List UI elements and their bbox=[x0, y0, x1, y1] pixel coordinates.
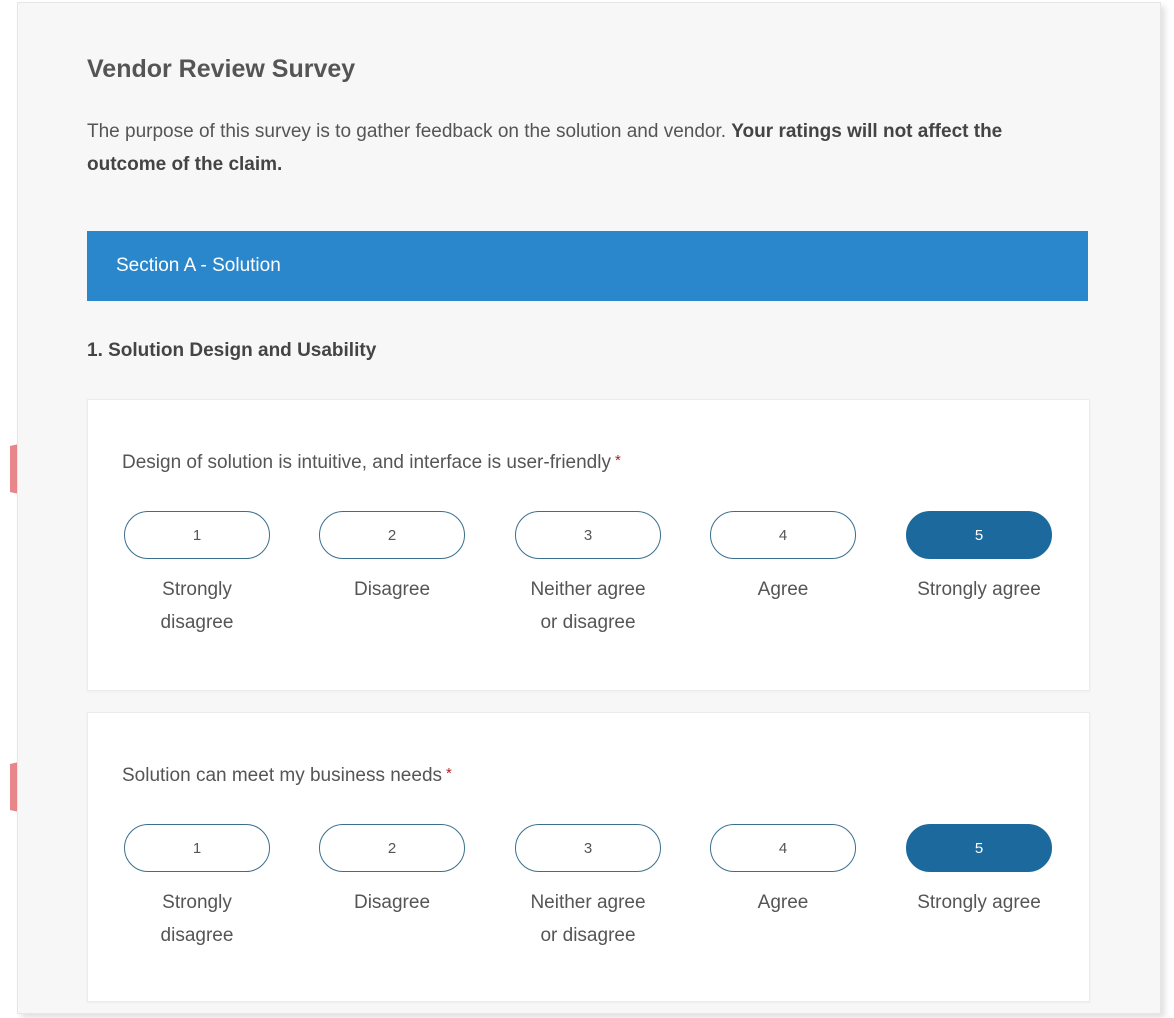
question-label: Design of solution is intuitive, and interface is user-friendly bbox=[122, 452, 611, 473]
rating-label bbox=[513, 573, 663, 639]
rating-label-line: or disagree bbox=[540, 612, 636, 633]
rating-option-5 bbox=[904, 511, 1054, 606]
question-label: Solution can meet my business needs bbox=[122, 765, 443, 786]
rating-label-line: Neither agree bbox=[530, 892, 646, 913]
rating-button-3[interactable]: 3 bbox=[515, 511, 661, 559]
rating-option-5 bbox=[904, 824, 1054, 919]
intro-bold-text: Your ratings will not affect the outcome of the claim. bbox=[87, 121, 1003, 175]
rating-option-1 bbox=[122, 511, 272, 639]
rating-label-line: Strongly agree bbox=[917, 579, 1041, 600]
rating-label bbox=[708, 886, 858, 919]
rating-label-line: Agree bbox=[757, 892, 809, 913]
rating-button-5[interactable]: 5 bbox=[906, 824, 1052, 872]
rating-button-1[interactable]: 1 bbox=[124, 511, 270, 559]
rating-button-2[interactable]: 2 bbox=[319, 824, 465, 872]
rating-option-3 bbox=[513, 824, 663, 952]
rating-label bbox=[513, 886, 663, 952]
rating-label-line: Strongly agree bbox=[917, 892, 1041, 913]
survey-intro bbox=[87, 115, 1067, 181]
rating-option-4 bbox=[708, 511, 858, 606]
rating-button-4[interactable]: 4 bbox=[710, 511, 856, 559]
required-asterisk: * bbox=[446, 765, 452, 782]
rating-label-line: disagree bbox=[160, 612, 234, 633]
rating-label-line: Agree bbox=[757, 579, 809, 600]
rating-label bbox=[122, 886, 272, 952]
rating-option-4 bbox=[708, 824, 858, 919]
section-header bbox=[87, 231, 1088, 301]
rating-button-5[interactable]: 5 bbox=[906, 511, 1052, 559]
rating-option-1 bbox=[122, 824, 272, 952]
rating-button-1[interactable]: 1 bbox=[124, 824, 270, 872]
rating-label-line: Strongly bbox=[162, 579, 232, 600]
rating-label-line: Disagree bbox=[353, 892, 431, 913]
page-title: Vendor Review Survey bbox=[87, 55, 356, 83]
question-card bbox=[87, 399, 1090, 691]
rating-label bbox=[708, 573, 858, 606]
survey-frame bbox=[17, 2, 1161, 1014]
question-text bbox=[122, 452, 621, 474]
rating-label-line: Strongly bbox=[162, 892, 232, 913]
question-card bbox=[87, 712, 1090, 1002]
required-asterisk: * bbox=[614, 452, 621, 469]
subsection-title: 1. Solution Design and Usability bbox=[87, 340, 377, 361]
question-text bbox=[122, 765, 452, 787]
rating-option-2 bbox=[317, 824, 467, 919]
rating-options bbox=[122, 511, 1062, 661]
rating-options bbox=[122, 824, 1062, 974]
rating-label bbox=[317, 886, 467, 919]
rating-label bbox=[317, 573, 467, 606]
rating-button-2[interactable]: 2 bbox=[319, 511, 465, 559]
rating-label-line: Disagree bbox=[353, 579, 431, 600]
intro-text: The purpose of this survey is to gather feedback on the solution and vendor. bbox=[87, 121, 727, 142]
rating-label-line: or disagree bbox=[540, 925, 636, 946]
rating-option-2 bbox=[317, 511, 467, 606]
rating-label bbox=[904, 886, 1054, 919]
rating-button-4[interactable]: 4 bbox=[710, 824, 856, 872]
rating-label bbox=[904, 573, 1054, 606]
rating-label-line: Neither agree bbox=[530, 579, 646, 600]
rating-option-3 bbox=[513, 511, 663, 639]
section-title: Section A - Solution bbox=[116, 255, 281, 276]
rating-label bbox=[122, 573, 272, 639]
rating-label-line: disagree bbox=[160, 925, 234, 946]
rating-button-3[interactable]: 3 bbox=[515, 824, 661, 872]
